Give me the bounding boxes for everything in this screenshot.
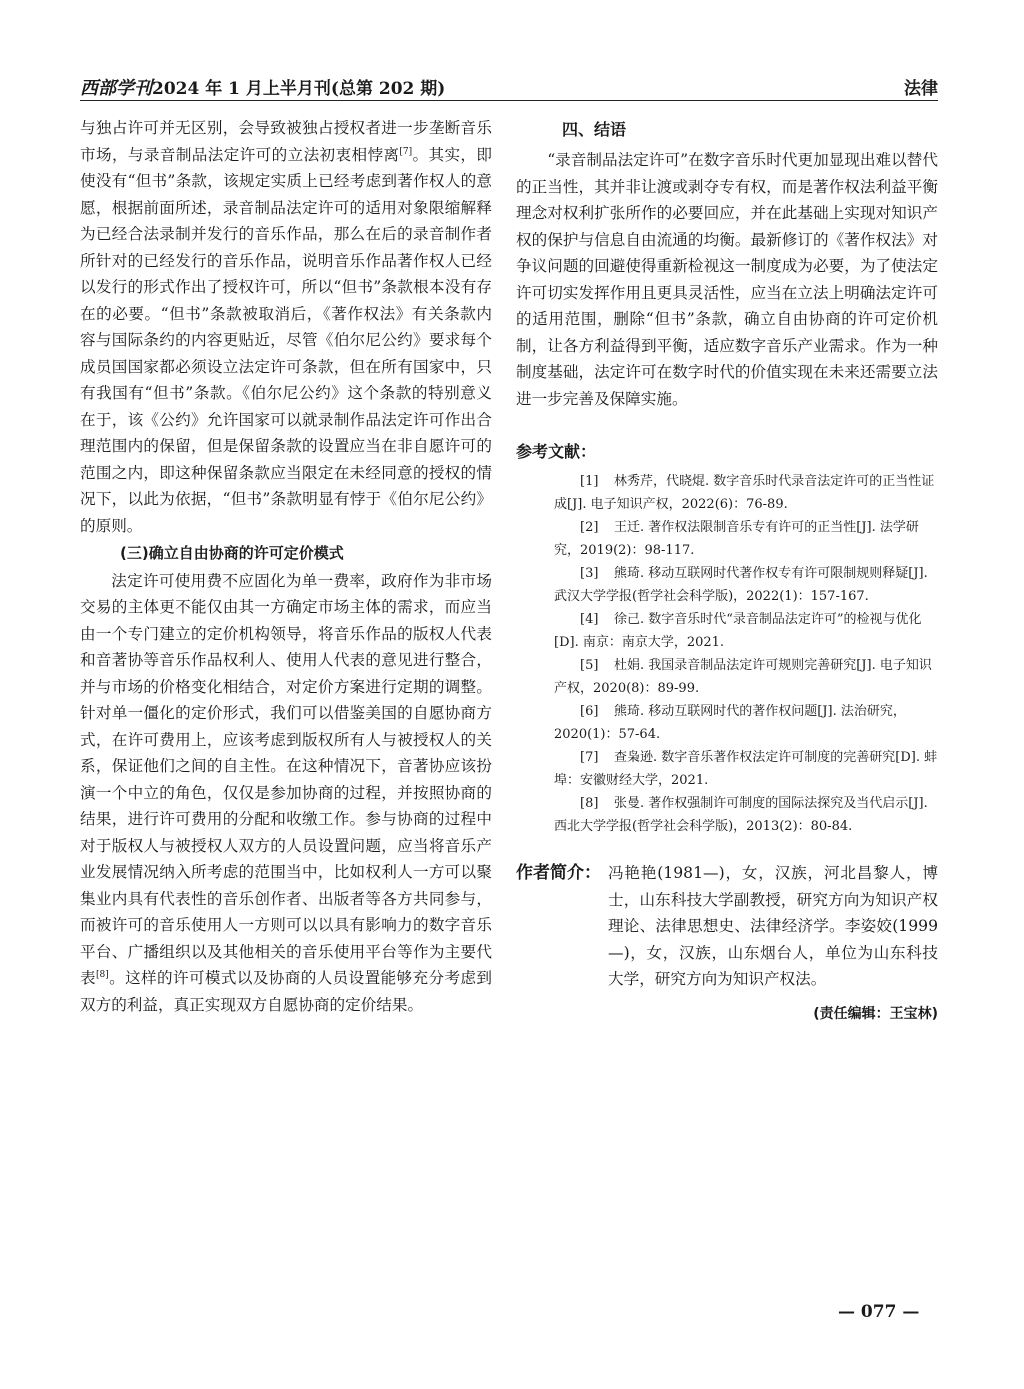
- section-label: 法律: [904, 79, 938, 99]
- reference-item: [4] 徐己. 数字音乐时代“录音制品法定许可”的检视与优化[D]. 南京：南京大学，2021.: [554, 612, 922, 650]
- reference-item: [6] 熊琦. 移动互联网时代的著作权问题[J]. 法治研究，2020(1)：57-64.: [554, 704, 906, 742]
- page-number: — 077 —: [838, 1302, 920, 1322]
- citation-7: [7]: [399, 146, 413, 157]
- reference-item: [3] 熊琦. 移动互联网时代著作权专有许可限制规则释疑[J]. 武汉大学学报(哲学社会科学版)，2022(1)：157-167.: [554, 566, 928, 604]
- author-label: 作者简介：: [516, 863, 601, 883]
- author-bio: 冯艳艳(1981—)，女，汉族，河北昌黎人，博士，山东科技大学副教授，研究方向为知识产权理论、法律思想史、法律经济学。李姿姣(1999—)，女，汉族，山东烟台人，单位为山东科技大学，研究方向为知识产权法。: [608, 864, 938, 988]
- reference-item: [2] 王迁. 著作权法限制音乐专有许可的正当性[J]. 法学研究，2019(2)：98-117.: [554, 520, 919, 558]
- reference-list: [516, 470, 938, 838]
- left-column: [80, 115, 492, 1018]
- body-paragraph: 与独占许可并无区别，会导致被独占授权者进一步垄断音乐市场，与录音制品法定许可的立法初衷相悖离[7]。其实，即使没有“但书”条款，该规定实质上已经考虑到著作权人的意愿，根据前面所述，录音制品法定许可的适用对象限缩解释为已经合法录制并发行的音乐作品，那么在后的录音制作者所针对的已经发行的音乐作品，说明音乐作品著作权人已经以发行的形式作出了授权许可，所以“但书”条款根本没有存在的必要。“但书”条款被取消后，《著作权法》有关条款内容与国际条约的内容更贴近，尽管《伯尔尼公约》要求每个成员国国家都必须设立法定许可条款，但在所有国家中，只有我国有“但书”条款。《伯尔尼公约》这个条款的特别意义在于，该《公约》允许国家可以就录制作品法定许可作出合理范围内的保留，但是保留条款的设置应当在非自愿许可的范围之内，即这种保留条款应当限定在未经同意的授权的情况下，以此为依据，“但书”条款明显有悖于《伯尔尼公约》的原则。: [80, 119, 492, 535]
- header-rule: [80, 100, 938, 101]
- reference-item: [5] 杜娟. 我国录音制品法定许可规则完善研究[J]. 电子知识产权，2020(8)：89-99.: [554, 658, 932, 696]
- right-column: [516, 115, 938, 1027]
- running-header: [80, 72, 938, 102]
- body-paragraph: 法定许可使用费不应固化为单一费率，政府作为非市场交易的主体更不能仅由其一方确定市场主体的需求，而应当由一个专门建立的定价机构领导，将音乐作品的版权人代表和音著协等音乐作品权利人、使用人代表的意见进行整合，并与市场的价格变化相结合，对定价方案进行定期的调整。针对单一僵化的定价形式，我们可以借鉴美国的自愿协商方式，在许可费用上，应该考虑到版权所有人与被授权人的关系，保证他们之间的自主性。在这种情况下，音著协应该扮演一个中立的角色，仅仅是参加协商的过程，并按照协商的结果，进行许可费用的分配和收缴工作。参与协商的过程中对于版权人与被授权人双方的人员设置问题，应当将音乐产业发展情况纳入所考虑的范围当中，比如权利人一方可以聚集业内具有代表性的音乐创作者、出版者等各方共同参与，而被许可的音乐使用人一方则可以以具有影响力的数字音乐平台、广播组织以及其他相关的音乐使用平台等作为主要代表[8]。这样的许可模式以及协商的人员设置能够充分考虑到双方的利益，真正实现双方自愿协商的定价结果。: [80, 571, 492, 1014]
- responsible-editor: (责任编辑：王宝林): [813, 1005, 938, 1022]
- reference-item: [8] 张曼. 著作权强制许可制度的国际法探究及当代启示[J]. 西北大学学报(哲学社会科学版)，2013(2)：80-84.: [554, 796, 928, 834]
- subsection-heading: (三)确立自由协商的许可定价模式: [120, 544, 344, 562]
- author-info: [516, 860, 938, 993]
- citation-8: [8]: [95, 969, 109, 980]
- section-heading: 四、结语: [562, 120, 627, 139]
- issue-info: 2024 年 1 月上半月刊(总第 202 期): [152, 79, 446, 99]
- journal-issue-line: [80, 74, 445, 100]
- references-title: 参考文献：: [516, 442, 597, 461]
- journal-logo: 西部学刊: [80, 78, 152, 99]
- reference-item: [1] 林秀芹，代晓焜. 数字音乐时代录音法定许可的正当性证成[J]. 电子知识产权，2022(6)：76-89.: [554, 474, 935, 512]
- reference-item: [7] 查枭逊. 数字音乐著作权法定许可制度的完善研究[D]. 蚌埠：安徽财经大学，2021.: [554, 750, 938, 788]
- conclusion-paragraph: “录音制品法定许可”在数字音乐时代更加显现出难以替代的正当性，其并非让渡或剥夺专有权，而是著作权法利益平衡理念对权利扩张所作的必要回应，并在此基础上实现对知识产权的保护与信息自由流通的均衡。最新修订的《著作权法》对争议问题的回避使得重新检视这一制度成为必要，为了使法定许可切实发挥作用且更具灵活性，应当在立法上明确法定许可的适用范围，删除“但书”条款，确立自由协商的许可定价机制，让各方利益得到平衡，适应数字音乐产业需求。作为一种制度基础，法定许可在数字时代的价值实现在未来还需要立法进一步完善及保障实施。: [516, 151, 938, 408]
